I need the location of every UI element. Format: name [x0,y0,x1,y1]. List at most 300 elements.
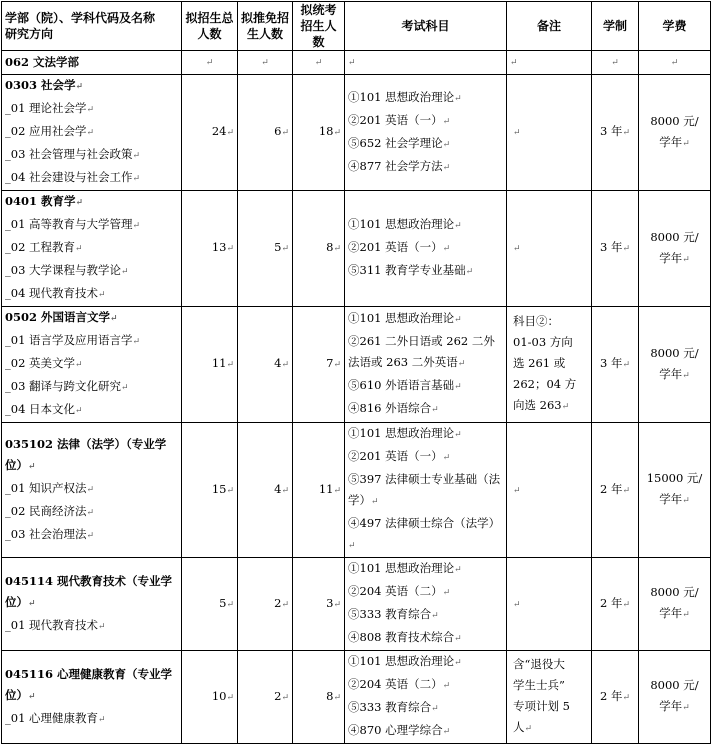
remarks-cell [507,191,592,307]
header-row [2,2,711,51]
subjects-cell [345,191,507,307]
tuition-line1 [642,468,707,489]
tuition-cell [639,651,711,744]
return-mark-icon: ↵ [442,162,451,173]
exam-count: 7 [326,356,334,370]
return-mark-icon: ↵ [457,359,466,369]
return-mark-icon: ↵ [442,588,451,598]
return-mark-icon: ↵ [226,128,234,138]
tuition-unit: 学年 [659,250,683,265]
remark-text: 科目②： [513,314,559,328]
subject-text: ②204 英语（二） [348,677,443,691]
subject-text: ②201 英语（一） [348,240,443,254]
subject-line [348,627,503,650]
subject-text: ⑤333 教育综合 [348,607,432,621]
subject-line [348,674,503,697]
program-cell [2,191,182,307]
subject-line [348,469,503,513]
return-mark-icon: ↵ [98,621,106,632]
exam-count-cell [293,307,345,423]
duration-cell [592,75,639,191]
direction-text: _03 社会治理法 [5,526,87,541]
return-mark-icon: ↵ [442,453,451,463]
exam-count-cell [293,75,345,191]
subject-text: ②204 英语（二） [348,584,443,598]
subjects-cell [345,307,507,423]
duration-cell [592,651,639,744]
return-mark-icon: ↵ [454,565,462,575]
faculty-code: 062 [5,55,30,69]
total-count: 15 [211,481,227,496]
direction-line [5,501,178,524]
exam-count-cell [293,651,345,744]
total-count: 24 [211,124,227,138]
return-mark-icon: ↵ [454,658,462,668]
direction-text: _01 理论社会学 [5,101,87,115]
exam-count: 18 [318,124,334,138]
duration-cell [592,307,639,423]
tuition-unit: 学年 [659,492,683,506]
exam-count-cell [293,558,345,651]
direction-line [5,144,178,167]
return-mark-icon: ↵ [442,139,451,150]
return-mark-icon: ↵ [442,727,451,737]
duration-value: 3 年 [599,356,623,370]
direction-line [5,353,178,376]
direction-line [5,376,178,399]
subject-line [348,581,503,604]
header-total: 拟招生总人数 [182,2,238,51]
total-count-cell [182,191,238,307]
total-count-cell [182,558,238,651]
return-mark-icon: ↵ [86,128,95,138]
direction-line [5,98,178,121]
return-mark-icon: ↵ [682,254,690,265]
subject-line [348,651,503,674]
tuition-amount: 8000 元/ [650,345,699,360]
direction-line [5,121,178,144]
subjects-cell [345,423,507,558]
return-mark-icon: ↵ [132,174,141,184]
return-mark-icon: ↵ [75,198,84,208]
program-row [2,307,711,423]
subject-line [348,398,503,421]
faculty-row [2,51,711,75]
return-mark-icon: ↵ [132,151,141,161]
remark-text: 学生士兵” [513,678,565,692]
return-mark-icon: ↵ [513,599,521,610]
empty-cell [238,51,293,75]
direction-text: _01 语言学及应用语言学 [5,333,133,347]
subject-line [348,604,503,627]
program-title [5,571,178,615]
empty-cell [592,51,639,75]
direction-line [5,399,178,422]
return-mark-icon: ↵ [348,541,356,551]
empty-cell [507,51,592,75]
return-mark-icon: ↵ [333,360,341,370]
tuition-line1 [642,343,707,364]
return-mark-icon: ↵ [622,485,631,496]
return-mark-icon: ↵ [442,244,451,254]
header-recommended: 拟推免招生人数 [238,2,293,51]
program-code: 0401 [5,194,38,208]
direction-text: _03 大学课程与教学论 [5,263,122,277]
duration-value: 2 年 [599,595,623,610]
return-mark-icon: ↵ [226,244,234,254]
direction-text: _02 工程教育 [5,240,76,254]
tuition-cell [639,75,711,191]
return-mark-icon: ↵ [132,221,141,231]
subject-line [348,558,503,581]
subject-line [348,375,503,398]
recommended-count: 4 [274,481,282,496]
return-mark-icon: ↵ [611,58,619,68]
subject-line [348,720,503,743]
return-mark-icon: ↵ [86,507,95,518]
remark-text: 专项计划 5 [513,699,570,713]
remark-text: 人 [513,720,525,734]
return-mark-icon: ↵ [622,128,631,138]
recommended-count-cell [238,423,293,558]
direction-line [5,615,178,638]
program-name: 外国语言文学 [41,310,111,324]
return-mark-icon: ↵ [281,692,289,703]
return-mark-icon: ↵ [561,402,570,412]
tuition-amount: 8000 元/ [650,229,699,244]
tuition-line2 [642,696,707,719]
return-mark-icon: ↵ [226,599,234,610]
program-row [2,558,711,651]
remark-text: 向选 263 [513,398,562,412]
program-code: 035102 [5,436,54,451]
subject-line [348,133,503,156]
subject-text: ①101 思想政治理论 [348,217,455,231]
return-mark-icon: ↵ [431,405,439,415]
tuition-unit: 学年 [659,606,683,620]
tuition-line2 [642,603,707,626]
subject-text: ⑤652 社会学理论 [348,135,443,150]
empty-cell [182,51,238,75]
exam-count-cell [293,191,345,307]
tuition-cell [639,423,711,558]
return-mark-icon: ↵ [333,599,341,610]
remark-line [513,696,588,717]
header-remarks: 备注 [507,2,592,51]
subject-line [348,260,503,283]
subject-text: ④877 社会学方法 [348,158,443,173]
tuition-line2 [642,364,707,387]
return-mark-icon: ↵ [98,714,106,725]
direction-line [5,283,178,306]
program-row [2,191,711,307]
return-mark-icon: ↵ [454,382,462,392]
subject-text: ⑤610 外语语言基础 [348,378,455,392]
subject-text: ⑤311 教育学专业基础 [348,263,466,277]
direction-text: _01 高等教育与大学管理 [5,217,133,231]
direction-line [5,214,178,237]
return-mark-icon: ↵ [110,314,118,324]
remarks-cell [507,307,592,423]
direction-text: _04 社会建设与社会工作 [5,170,133,184]
recommended-count-cell [238,307,293,423]
total-count-cell [182,307,238,423]
duration-cell [592,191,639,307]
total-count-cell [182,651,238,744]
exam-count: 11 [318,481,334,496]
subject-line [348,331,503,375]
subject-line [348,156,503,179]
return-mark-icon: ↵ [682,496,690,506]
return-mark-icon: ↵ [86,484,95,495]
remark-line [513,311,588,332]
exam-count: 8 [326,688,334,703]
return-mark-icon: ↵ [132,337,141,347]
subject-text: ④870 心理学综合 [348,723,443,737]
program-title [5,307,178,330]
program-row [2,75,711,191]
tuition-line2 [642,489,707,512]
subject-text: ①101 思想政治理论 [348,426,455,440]
return-mark-icon: ↵ [281,360,289,370]
empty-cell [345,51,507,75]
program-code: 0502 [5,310,38,324]
total-count: 11 [211,356,227,370]
remarks-cell [507,651,592,744]
return-mark-icon: ↵ [454,221,462,231]
subject-text: ②261 二外日语或 262 二外法语或 263 二外英语 [348,334,495,369]
duration-value: 3 年 [599,240,623,254]
return-mark-icon: ↵ [333,128,341,138]
return-mark-icon: ↵ [454,93,462,104]
program-cell [2,651,182,744]
direction-line [5,524,178,547]
return-mark-icon: ↵ [622,692,631,703]
program-cell [2,558,182,651]
tuition-line1 [642,582,707,603]
duration-cell [592,423,639,558]
recommended-count-cell [238,75,293,191]
tuition-amount: 8000 元/ [650,678,699,692]
program-code: 0303 [5,78,38,92]
return-mark-icon: ↵ [454,634,462,644]
return-mark-icon: ↵ [371,497,379,507]
header-tuition: 学费 [639,2,711,51]
direction-line [5,237,178,260]
remark-text: 262；04 方 [513,377,577,391]
subject-text: ④816 外语综合 [348,401,432,415]
exam-count-cell [293,423,345,558]
recommended-count: 6 [274,124,282,138]
remarks-cell [507,75,592,191]
direction-line [5,260,178,283]
tuition-line1 [642,227,707,248]
direction-line [5,478,178,501]
tuition-amount: 8000 元/ [650,585,699,599]
return-mark-icon: ↵ [682,703,690,713]
tuition-amount: 15000 元/ [646,471,703,485]
return-mark-icon: ↵ [465,267,474,277]
tuition-line1 [642,675,707,696]
program-name: 教育学 [41,194,76,208]
direction-line [5,330,178,353]
direction-text: _04 现代教育技术 [5,286,99,300]
remark-line [513,395,588,418]
subject-text: ①101 思想政治理论 [348,311,455,325]
total-count: 13 [211,240,227,254]
return-mark-icon: ↵ [121,267,129,277]
return-mark-icon: ↵ [682,610,690,620]
recommended-count-cell [238,651,293,744]
subject-text: ①101 思想政治理论 [348,561,455,575]
subject-text: ①101 思想政治理论 [348,654,455,668]
remark-line [513,353,588,374]
remarks-cell [507,423,592,558]
return-mark-icon: ↵ [314,58,323,68]
remark-line [513,374,588,395]
recommended-count: 2 [274,688,282,703]
direction-text: _01 知识产权法 [5,480,87,495]
duration-value: 2 年 [599,688,623,703]
return-mark-icon: ↵ [670,58,679,68]
return-mark-icon: ↵ [431,704,439,714]
return-mark-icon: ↵ [98,290,106,300]
empty-cell [639,51,711,75]
direction-text: _02 民商经济法 [5,503,87,518]
program-name: 法律（法学）（专业学位） [5,436,167,472]
return-mark-icon: ↵ [281,485,289,496]
return-mark-icon: ↵ [513,128,521,138]
subjects-cell [345,75,507,191]
tuition-cell [639,307,711,423]
duration-value: 3 年 [599,124,623,138]
remark-line [513,332,588,353]
subject-line [348,87,503,110]
subject-text: ④808 教育技术综合 [348,630,455,644]
return-mark-icon: ↵ [281,128,289,138]
remark-line [513,675,588,696]
program-code: 045116 [5,666,54,681]
direction-line [5,167,178,190]
subjects-cell [345,558,507,651]
recommended-count: 2 [274,595,282,610]
direction-text: _02 英美文学 [5,356,76,370]
recommended-count-cell [238,191,293,307]
program-name: 心理健康教育（专业学位） [5,666,173,702]
return-mark-icon: ↵ [513,485,521,496]
return-mark-icon: ↵ [226,485,234,496]
subject-line [348,446,503,469]
duration-value: 2 年 [599,481,623,496]
exam-count: 8 [326,240,334,254]
program-name: 社会学 [41,78,76,92]
return-mark-icon: ↵ [121,383,129,393]
return-mark-icon: ↵ [622,244,631,254]
tuition-line2 [642,132,707,155]
total-count-cell [182,423,238,558]
program-title [5,434,178,478]
direction-text: _01 心理健康教育 [5,710,99,725]
header-duration: 学制 [592,2,639,51]
empty-cell [293,51,345,75]
return-mark-icon: ↵ [28,691,36,702]
return-mark-icon: ↵ [622,599,631,610]
tuition-unit: 学年 [659,699,683,713]
header-subjects: 考试科目 [345,2,507,51]
direction-text: _03 翻译与跨文化研究 [5,379,122,393]
return-mark-icon: ↵ [348,58,356,68]
direction-text: _03 社会管理与社会政策 [5,147,133,161]
program-cell [2,75,182,191]
recommended-count: 4 [274,356,282,370]
return-mark-icon: ↵ [510,58,518,68]
return-mark-icon: ↵ [442,116,451,127]
remark-text: 01-03 方向 [513,335,573,349]
subject-text: ④497 法律硕士综合（法学） [348,516,501,530]
subject-line [348,513,503,557]
program-title [5,191,178,214]
return-mark-icon: ↵ [281,599,289,610]
subject-line [348,214,503,237]
program-code: 045114 [5,573,54,588]
return-mark-icon: ↵ [75,406,83,416]
direction-line [5,708,178,731]
duration-cell [592,558,639,651]
recommended-count: 5 [274,240,282,254]
subject-text: ②201 英语（一） [348,112,443,127]
header-dept-line1: 学部（院）、学科代码及名称 [5,11,156,25]
tuition-amount: 8000 元/ [650,113,699,128]
subject-line [348,237,503,260]
return-mark-icon: ↵ [281,244,289,254]
return-mark-icon: ↵ [513,244,521,254]
tuition-cell [639,191,711,307]
return-mark-icon: ↵ [226,692,234,703]
return-mark-icon: ↵ [28,598,36,609]
return-mark-icon: ↵ [226,360,234,370]
return-mark-icon: ↵ [75,82,84,92]
return-mark-icon: ↵ [86,530,95,541]
return-mark-icon: ↵ [682,138,690,149]
admissions-table [1,1,711,744]
return-mark-icon: ↵ [28,461,36,472]
program-row [2,651,711,744]
header-exam: 拟统考招生人数 [293,2,345,51]
return-mark-icon: ↵ [431,611,439,621]
exam-count: 3 [326,595,334,610]
faculty-cell [2,51,182,75]
return-mark-icon: ↵ [261,58,269,68]
header-dept-line2: 研究方向 [5,27,54,41]
remark-line [513,654,588,675]
remarks-cell [507,558,592,651]
subject-line [348,110,503,133]
header-dept [2,2,182,51]
return-mark-icon: ↵ [454,315,462,325]
program-row [2,423,711,558]
return-mark-icon: ↵ [86,105,95,115]
return-mark-icon: ↵ [333,244,341,254]
recommended-count-cell [238,558,293,651]
return-mark-icon: ↵ [205,58,214,68]
program-cell [2,307,182,423]
return-mark-icon: ↵ [524,724,533,734]
subject-text: ①101 思想政治理论 [348,89,455,104]
return-mark-icon: ↵ [333,485,341,496]
return-mark-icon: ↵ [442,681,451,691]
direction-text: _02 应用社会学 [5,124,87,138]
remark-text: 含“退役大 [513,657,565,671]
